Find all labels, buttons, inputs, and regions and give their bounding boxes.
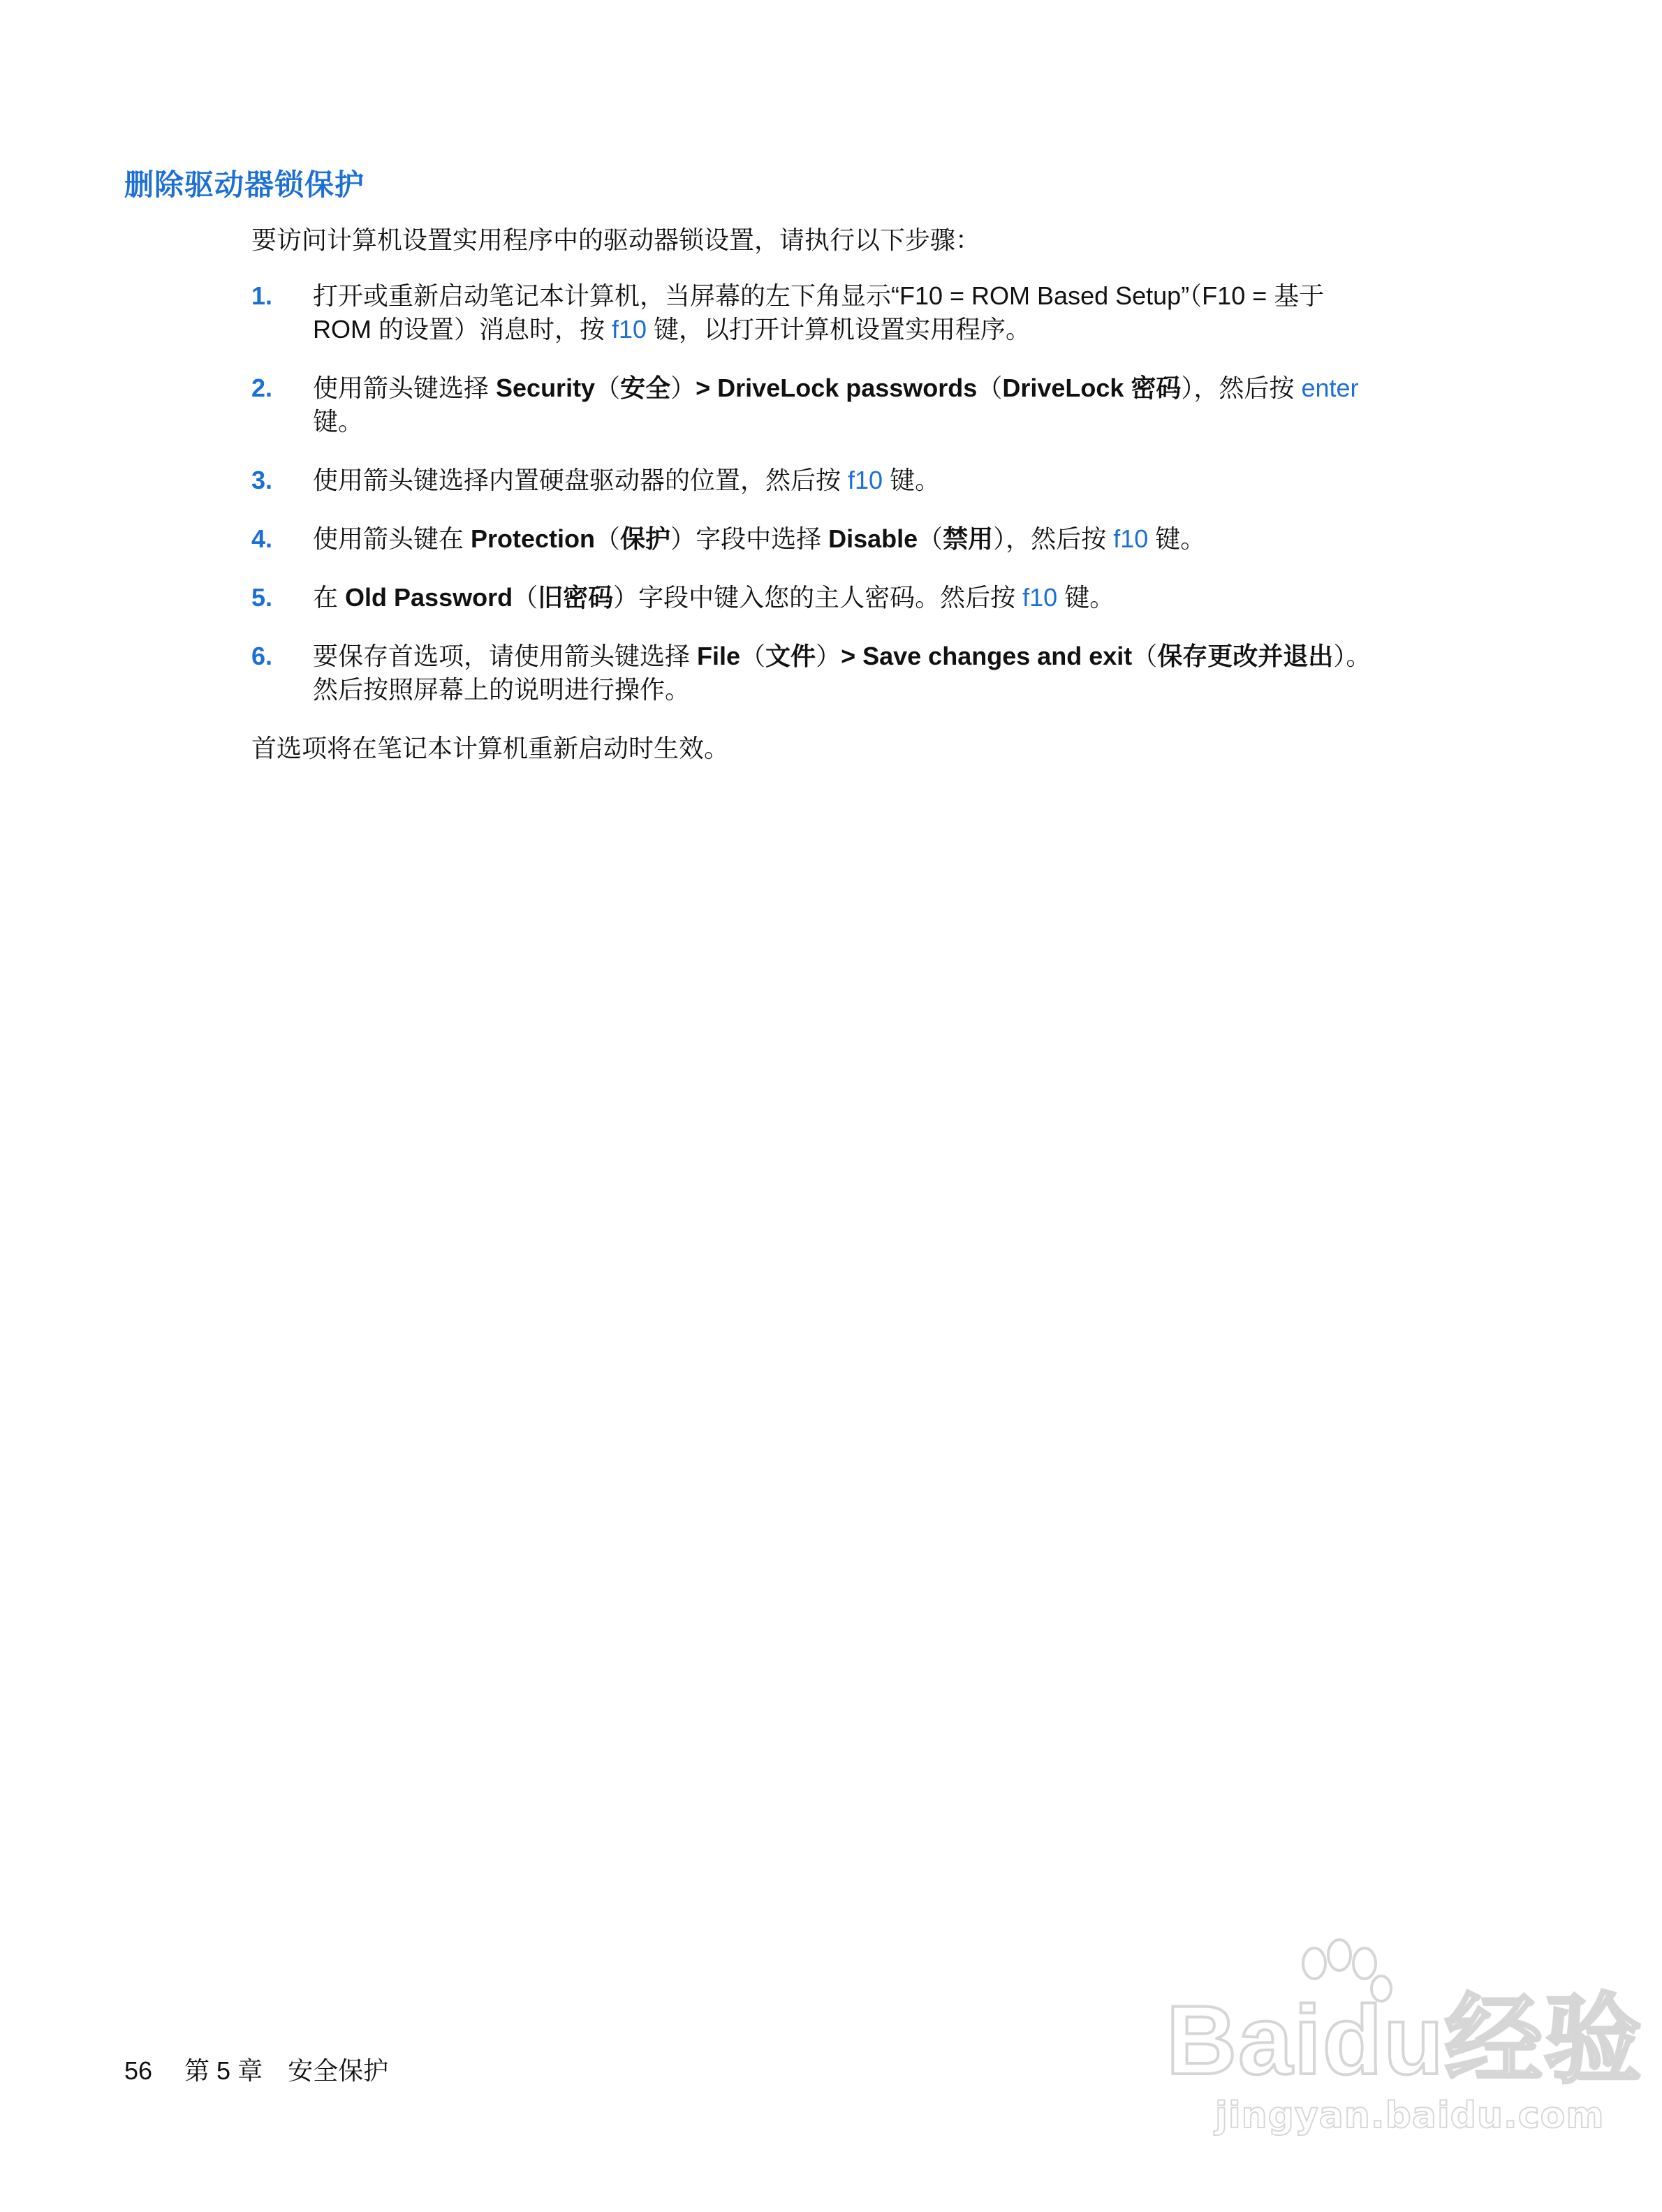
option-disable: Disable (828, 524, 918, 553)
step-line (313, 522, 1508, 556)
step-text: 要保存首选项，请使用箭头键选择 (313, 642, 698, 670)
section-title: 删除驱动器锁保护 (124, 168, 365, 201)
menu-save-changes-exit: > Save changes and exit (841, 642, 1133, 670)
step-item (251, 371, 1508, 438)
outro-paragraph: 首选项将在笔记本计算机重新启动时生效。 (251, 734, 730, 762)
watermark-logo-text: Baidu经验 (1166, 1985, 1643, 2095)
step-number: 3. (251, 466, 273, 494)
menu-drivelock-passwords: > DriveLock passwords (696, 374, 978, 402)
menu-security: Security (496, 374, 596, 402)
step-text: 使用箭头键选择 (313, 374, 497, 402)
field-old-password: Old Password (345, 583, 513, 612)
step-text: ），然后按 (993, 524, 1114, 553)
step-line: 打开或重新启动笔记本计算机，当屏幕的左下角显示“F10 = ROM Based Setup”（F10 = 基于 (313, 281, 1325, 310)
baidu-paw-logo-icon (1159, 1934, 1643, 2095)
key-f10: f10 (848, 466, 883, 494)
step-text: （ (977, 374, 1003, 402)
step-item (251, 522, 1508, 556)
menu-file-cn: 文件 (765, 642, 816, 670)
step-text: 键。 (1148, 524, 1206, 553)
key-f10: f10 (1022, 583, 1058, 612)
step-number: 2. (251, 374, 273, 402)
page-footer (124, 2054, 388, 2088)
step-number: 4. (251, 524, 273, 553)
step-text: （ (1132, 642, 1158, 670)
intro-paragraph: 要访问计算机设置实用程序中的驱动器锁设置，请执行以下步骤： (251, 226, 981, 254)
step-line (313, 640, 1508, 673)
step-text: ROM 的设置）消息时，按 (313, 315, 612, 344)
step-text: （ (595, 374, 621, 402)
step-text: ） (670, 374, 696, 402)
step-text: 使用箭头键选择内置硬盘驱动器的位置，然后按 (313, 466, 848, 494)
step-text: ） (816, 642, 841, 670)
page-number: 56 (124, 2056, 153, 2085)
step-item (251, 279, 1508, 346)
step-text: （ (740, 642, 766, 670)
menu-drivelock-passwords-cn: DriveLock 密码 (1002, 374, 1182, 402)
step-text: ）字段中键入您的主人密码。然后按 (613, 583, 1023, 612)
step-line (313, 313, 1508, 346)
step-text: ）。 (1333, 642, 1371, 670)
menu-security-cn: 安全 (620, 374, 671, 402)
chapter-label: 第 5 章 (184, 2056, 263, 2085)
step-text: （ (513, 583, 538, 612)
field-protection: Protection (471, 524, 596, 553)
step-number: 6. (251, 642, 273, 670)
baidu-watermark (1159, 1934, 1643, 2144)
key-f10: f10 (1113, 524, 1149, 553)
step-number: 1. (251, 281, 273, 310)
menu-save-changes-exit-cn: 保存更改并退出 (1157, 642, 1334, 670)
option-disable-cn: 禁用 (943, 524, 994, 553)
step-text: （ (595, 524, 621, 553)
step-item (251, 464, 1508, 497)
step-item (251, 581, 1508, 614)
step-line: 键。 (313, 407, 364, 436)
step-line (313, 371, 1508, 405)
step-text: ），然后按 (1181, 374, 1302, 402)
field-protection-cn: 保护 (620, 524, 671, 553)
step-text: 键，以打开计算机设置实用程序。 (647, 315, 1031, 344)
step-line (313, 581, 1508, 614)
menu-file: File (697, 642, 741, 670)
steps-list (251, 279, 1508, 732)
step-text: 在 (313, 583, 346, 612)
step-line: 然后按照屏幕上的说明进行操作。 (313, 675, 691, 704)
step-text: 使用箭头键在 (313, 524, 471, 553)
watermark-url: jingyan.baidu.com (1215, 2095, 1605, 2137)
step-text: ）字段中选择 (670, 524, 829, 553)
key-f10: f10 (612, 315, 647, 344)
key-enter: enter (1301, 374, 1359, 402)
step-text: 键。 (1057, 583, 1115, 612)
step-line (313, 464, 1508, 497)
step-text: 键。 (883, 466, 941, 494)
step-text: （ (918, 524, 943, 553)
field-old-password-cn: 旧密码 (538, 583, 614, 612)
chapter-title: 安全保护 (288, 2056, 389, 2085)
step-item (251, 640, 1508, 707)
step-number: 5. (251, 583, 273, 612)
